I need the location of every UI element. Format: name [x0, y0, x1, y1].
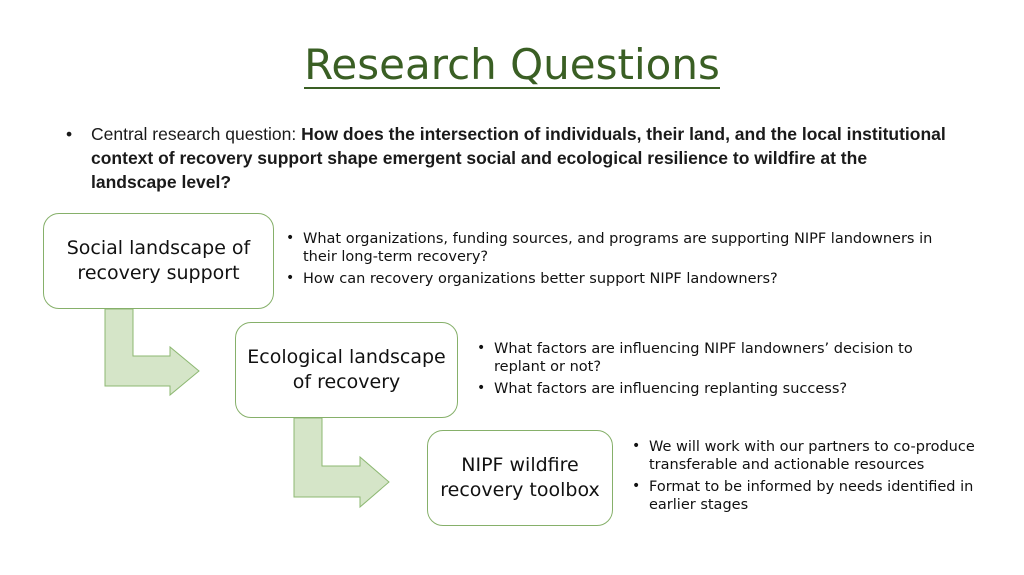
bullet-dot: •	[477, 340, 486, 356]
step-box-ecological-landscape: Ecological landscape of recovery	[235, 322, 458, 418]
bullet-dot: •	[632, 438, 641, 454]
central-question-prefix: Central research question:	[91, 124, 302, 144]
list-item: • We will work with our partners to co-produce transferable and actionable resources	[632, 438, 975, 473]
bullet-dot: •	[286, 230, 295, 246]
bullet-dot: •	[66, 124, 73, 144]
list-item: • What organizations, funding sources, and programs are supporting NIPF landowners in their long-term recovery?	[286, 230, 933, 265]
step-3-bullets	[632, 438, 1017, 518]
list-item: • How can recovery organizations better support NIPF landowners?	[286, 270, 778, 287]
step-2-bullets	[477, 340, 947, 402]
list-item: • What factors are influencing NIPF landowners’ decision to replant or not?	[477, 340, 913, 375]
step-1-bullets	[286, 230, 946, 292]
bullet-dot: •	[632, 478, 641, 494]
bullet-dot: •	[286, 270, 295, 286]
list-item: • Format to be informed by needs identified in earlier stages	[632, 478, 974, 513]
central-question-body: How does the intersection of individuals, their land, and the local institutional context of recovery support shape emergent social and ecological resilience to wildfire at the landscape level?	[91, 124, 946, 192]
slide-title: Research Questions	[304, 40, 720, 89]
bent-arrow-1	[105, 309, 199, 395]
list-item: • What factors are influencing replanting success?	[477, 380, 848, 397]
bent-arrow-2	[294, 418, 389, 507]
step-box-social-landscape: Social landscape of recovery support	[43, 213, 274, 309]
step-box-recovery-toolbox: NIPF wildfire recovery toolbox	[427, 430, 613, 526]
bullet-dot: •	[477, 380, 486, 396]
